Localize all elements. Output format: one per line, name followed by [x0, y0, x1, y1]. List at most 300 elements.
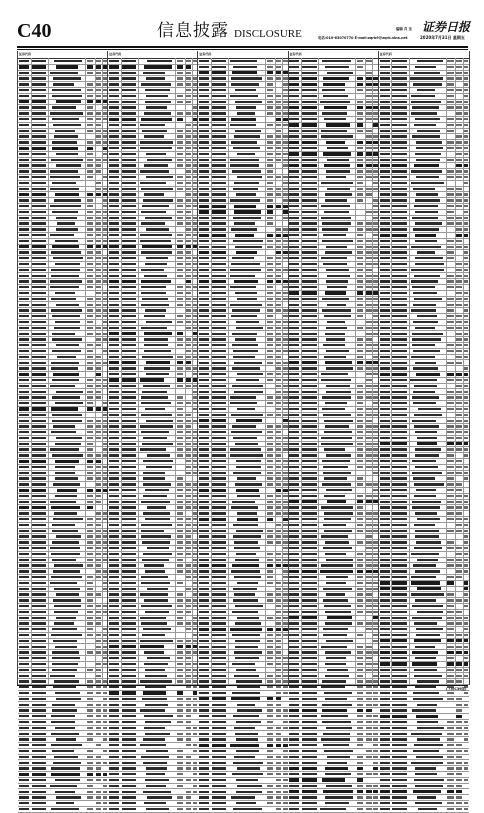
cell-text: [267, 356, 273, 358]
cell-text: [276, 147, 281, 149]
cell-text: [324, 512, 352, 514]
cell-text: [32, 298, 46, 300]
cell-text: [177, 153, 183, 155]
cell-text: [326, 640, 353, 642]
cell-text: [267, 170, 273, 172]
cell-text: [392, 391, 406, 393]
cell-text: [199, 791, 209, 793]
cell-text: [415, 570, 440, 572]
cell-text: [357, 338, 363, 340]
cell-text: [456, 240, 461, 242]
cell-text: [122, 443, 136, 445]
cell-text: [52, 651, 79, 653]
column-heading: 证券代码: [108, 51, 198, 59]
cell-text: [177, 651, 183, 653]
cell-text: [50, 72, 78, 74]
cell-text: [96, 275, 101, 277]
cell-text: [87, 199, 93, 201]
cell-text: [87, 547, 93, 549]
cell-text: [392, 564, 406, 566]
cell-text: [19, 245, 29, 248]
cell-text: [144, 564, 164, 566]
cell-text: [109, 89, 119, 91]
cell-text: [411, 593, 444, 595]
cell-text: [276, 651, 281, 653]
cell-text: [276, 796, 281, 798]
cell-text: [122, 176, 136, 178]
cell-text: [366, 164, 371, 167]
cell-text: [199, 333, 209, 335]
cell-text: [122, 576, 136, 578]
cell-text: [380, 170, 390, 172]
cell-text: [32, 240, 46, 242]
cell-text: [186, 269, 191, 271]
cell-text: [236, 721, 260, 723]
cell-text: [32, 541, 46, 543]
cell-text: [357, 344, 363, 346]
cell-text: [96, 188, 101, 190]
cell-text: [289, 188, 299, 190]
cell-text: [87, 245, 93, 248]
cell-text: [289, 141, 299, 144]
cell-text: [186, 796, 191, 798]
cell-text: [122, 593, 136, 595]
cell-text: [302, 164, 316, 167]
cell-text: [199, 750, 209, 752]
cell-text: [96, 245, 101, 248]
cell-text: [392, 721, 406, 723]
cell-text: [267, 402, 273, 404]
cell-text: [235, 89, 256, 91]
cell-text: [19, 582, 29, 584]
cell-text: [357, 309, 363, 311]
cell-text: [212, 512, 226, 514]
cell-text: [392, 425, 406, 427]
table-column: [378, 51, 470, 685]
cell-text: [302, 309, 316, 311]
cell-text: [122, 750, 136, 752]
cell-text: [96, 234, 101, 236]
cell-text: [52, 420, 82, 422]
cell-text: [327, 72, 353, 74]
cell-text: [415, 454, 439, 456]
cell-text: [109, 640, 119, 642]
cell-text: [147, 506, 166, 508]
cell-text: [109, 286, 119, 288]
cell-text: [456, 72, 461, 74]
cell-text: [19, 379, 29, 381]
cell-text: [464, 651, 469, 654]
cell-text: [380, 628, 390, 630]
cell-text: [411, 762, 443, 764]
cell-text: [380, 408, 390, 410]
cell-text: [413, 304, 436, 306]
cell-text: [32, 570, 46, 572]
cell-text: [186, 304, 191, 306]
cell-text: [32, 327, 46, 329]
cell-text: [199, 234, 209, 237]
cell-text: [414, 385, 437, 387]
cell-text: [32, 286, 46, 288]
cell-text: [186, 83, 191, 85]
cell-text: [413, 402, 436, 404]
cell-text: [392, 547, 406, 549]
cell-text: [447, 692, 453, 694]
cell-text: [289, 304, 299, 306]
cell-text: [141, 188, 173, 190]
cell-text: [456, 547, 461, 549]
cell-text: [141, 327, 167, 329]
cell-text: [186, 338, 191, 340]
cell-text: [87, 147, 93, 150]
cell-text: [276, 535, 281, 537]
cell-text: [326, 338, 346, 340]
cell-text: [109, 611, 119, 613]
cell-text: [380, 304, 390, 306]
cell-text: [289, 222, 299, 224]
cell-text: [122, 373, 136, 375]
cell-text: [87, 72, 93, 74]
cell-text: [109, 727, 119, 729]
cell-text: [199, 425, 209, 427]
cell-text: [231, 263, 259, 265]
cell-text: [392, 396, 406, 398]
cell-text: [447, 721, 453, 723]
cell-text: [19, 141, 29, 143]
cell-text: [199, 130, 209, 132]
cell-text: [146, 321, 172, 323]
cell-text: [289, 205, 299, 207]
cell-text: [122, 675, 136, 677]
cell-text: [87, 425, 93, 427]
cell-text: [289, 570, 299, 573]
cell-text: [302, 512, 316, 514]
cell-text: [380, 541, 390, 543]
cell-text: [122, 269, 136, 271]
cell-text: [234, 756, 255, 758]
cell-text: [366, 95, 371, 97]
cell-text: [392, 559, 406, 561]
cell-text: [392, 164, 406, 167]
cell-text: [96, 692, 101, 694]
cell-text: [140, 593, 168, 595]
cell-text: [447, 118, 453, 120]
cell-text: [212, 356, 226, 358]
cell-text: [177, 605, 183, 607]
cell-text: [177, 251, 183, 253]
cell-text: [232, 634, 260, 636]
cell-text: [289, 367, 299, 369]
cell-text: [32, 176, 46, 178]
cell-text: [199, 106, 209, 108]
cell-text: [50, 547, 81, 549]
cell-text: [415, 535, 439, 537]
cell-text: [392, 211, 406, 213]
cell-text: [122, 617, 136, 619]
cell-text: [267, 530, 273, 532]
cell-text: [96, 182, 101, 184]
cell-text: [96, 715, 101, 717]
cell-text: [324, 431, 352, 433]
cell-text: [302, 159, 316, 161]
cell-text: [323, 524, 346, 526]
cell-text: [122, 396, 136, 398]
cell-text: [177, 304, 183, 306]
cell-text: [302, 193, 316, 195]
cell-text: [289, 291, 299, 294]
cell-text: [52, 141, 76, 143]
cell-text: [233, 715, 258, 717]
cell-text: [392, 692, 406, 694]
cell-text: [32, 234, 46, 236]
cell-text: [96, 791, 101, 793]
cell-text: [122, 640, 136, 642]
cell-text: [326, 454, 351, 456]
cell-text: [326, 170, 350, 172]
cell-text: [199, 466, 209, 468]
cell-text: [122, 298, 136, 300]
cell-text: [186, 234, 191, 236]
cell-text: [87, 315, 93, 317]
cell-text: [32, 466, 46, 468]
cell-text: [177, 733, 183, 735]
cell-text: [392, 541, 406, 543]
cell-text: [109, 378, 119, 381]
cell-text: [302, 298, 316, 300]
cell-text: [232, 170, 261, 172]
cell-text: [212, 541, 226, 543]
cell-text: [380, 715, 390, 718]
cell-text: [322, 89, 345, 91]
table-column: [17, 51, 108, 685]
cell-text: [53, 124, 81, 126]
cell-text: [412, 286, 435, 288]
cell-text: [32, 767, 46, 769]
cell-text: [289, 356, 299, 358]
cell-text: [447, 83, 453, 85]
cell-text: [327, 159, 350, 161]
cell-text: [144, 727, 165, 729]
cell-text: [283, 762, 288, 764]
cell-text: [87, 222, 93, 224]
cell-text: [380, 581, 390, 584]
cell-text: [199, 419, 209, 422]
cell-text: [267, 640, 273, 642]
cell-text: [147, 454, 170, 456]
cell-text: [415, 767, 436, 769]
cell-text: [51, 808, 79, 810]
cell-text: [122, 280, 136, 283]
cell-text: [51, 309, 82, 311]
cell-text: [55, 240, 78, 242]
cell-text: [32, 338, 46, 340]
cell-text: [177, 645, 183, 648]
cell-text: [177, 263, 183, 265]
cell-text: [326, 593, 345, 595]
cell-text: [50, 188, 79, 190]
cell-text: [177, 135, 183, 137]
cell-text: [53, 257, 82, 259]
cell-text: [380, 599, 390, 601]
cell-text: [96, 292, 101, 294]
cell-text: [32, 756, 46, 758]
cell-text: [19, 391, 29, 393]
cell-text: [447, 576, 453, 578]
cell-text: [302, 321, 316, 323]
cell-text: [357, 785, 363, 787]
cell-text: [140, 141, 173, 143]
cell-text: [380, 275, 390, 277]
cell-text: [122, 431, 136, 433]
cell-text: [366, 785, 371, 787]
cell-text: [109, 437, 119, 439]
cell-text: [267, 454, 273, 456]
cell-text: [392, 385, 406, 387]
cell-text: [122, 530, 136, 532]
cell-text: [103, 733, 108, 735]
cell-text: [392, 66, 406, 68]
cell-text: [140, 448, 166, 450]
cell-text: [212, 251, 226, 254]
cell-text: [366, 135, 371, 137]
cell-text: [186, 506, 191, 508]
cell-text: [177, 199, 183, 201]
cell-text: [380, 147, 390, 149]
cell-text: [141, 286, 166, 288]
cell-text: [122, 205, 136, 207]
cell-text: [186, 675, 191, 677]
cell-text: [122, 541, 136, 543]
cell-text: [412, 420, 437, 422]
cell-text: [144, 651, 165, 653]
cell-text: [373, 733, 378, 735]
cell-text: [380, 518, 390, 520]
cell-text: [366, 790, 371, 793]
cell-text: [122, 361, 136, 364]
cell-text: [87, 100, 93, 103]
cell-text: [447, 512, 453, 514]
cell-text: [109, 170, 119, 172]
cell-text: [326, 657, 346, 659]
cell-text: [464, 298, 469, 300]
cell-text: [145, 779, 169, 781]
cell-text: [276, 727, 281, 729]
cell-text: [109, 489, 119, 491]
cell-text: [357, 767, 363, 770]
cell-text: [357, 291, 363, 294]
cell-text: [212, 744, 226, 747]
cell-text: [456, 188, 461, 190]
cell-text: [373, 756, 378, 758]
cell-text: [57, 489, 78, 492]
cell-text: [456, 199, 461, 201]
cell-text: [321, 443, 354, 445]
cell-text: [380, 779, 390, 781]
cell-text: [177, 344, 183, 346]
cell-text: [186, 611, 191, 613]
cell-text: [289, 437, 299, 439]
cell-text: [109, 373, 119, 375]
cell-text: [322, 309, 350, 311]
cell-text: [32, 588, 46, 590]
cell-text: [146, 785, 167, 787]
cell-text: [456, 773, 461, 775]
cell-text: [366, 599, 371, 601]
cell-text: [413, 564, 437, 566]
cell-text: [464, 559, 469, 561]
cell-text: [103, 704, 108, 706]
cell-text: [276, 379, 281, 381]
cell-text: [212, 280, 226, 283]
cell-text: [212, 750, 226, 752]
cell-text: [145, 101, 171, 103]
cell-text: [302, 495, 316, 497]
cell-text: [380, 662, 390, 665]
cell-text: [380, 756, 390, 758]
cell-text: [212, 391, 226, 393]
cell-text: [392, 101, 406, 103]
cell-text: [87, 118, 93, 120]
cell-text: [366, 72, 371, 74]
cell-text: [456, 205, 461, 207]
cell-text: [32, 808, 46, 810]
cell-text: [357, 727, 363, 729]
cell-text: [237, 408, 255, 410]
cell-text: [392, 344, 406, 346]
cell-text: [267, 222, 273, 224]
cell-text: [373, 686, 378, 688]
cell-text: [177, 709, 183, 711]
cell-text: [237, 617, 259, 619]
cell-text: [267, 582, 273, 584]
cell-text: [380, 89, 390, 91]
cell-text: [267, 112, 273, 114]
cell-text: [199, 66, 209, 68]
cell-text: [141, 535, 171, 537]
cell-text: [186, 222, 191, 224]
cell-text: [289, 605, 299, 607]
cell-text: [109, 245, 119, 248]
cell-text: [325, 622, 352, 624]
cell-text: [322, 298, 350, 300]
cell-text: [87, 779, 93, 781]
cell-text: [32, 124, 46, 126]
cell-text: [464, 72, 469, 74]
cell-text: [96, 686, 101, 688]
cell-text: [456, 715, 461, 718]
cell-text: [32, 721, 46, 723]
cell-text: [199, 176, 209, 178]
cell-text: [373, 796, 378, 798]
cell-text: [302, 101, 316, 103]
cell-text: [289, 112, 299, 114]
cell-text: [415, 802, 441, 804]
cell-text: [302, 460, 316, 462]
cell-text: [392, 420, 406, 422]
cell-text: [32, 65, 46, 68]
cell-text: [109, 240, 119, 242]
cell-text: [392, 362, 406, 364]
cell-text: [302, 95, 316, 97]
cell-text: [414, 205, 438, 207]
cell-text: [142, 245, 172, 248]
cell-text: [233, 762, 262, 764]
cell-text: [276, 188, 281, 190]
cell-text: [415, 599, 436, 601]
cell-text: [32, 263, 46, 265]
cell-text: [276, 553, 281, 555]
cell-text: [366, 611, 371, 613]
